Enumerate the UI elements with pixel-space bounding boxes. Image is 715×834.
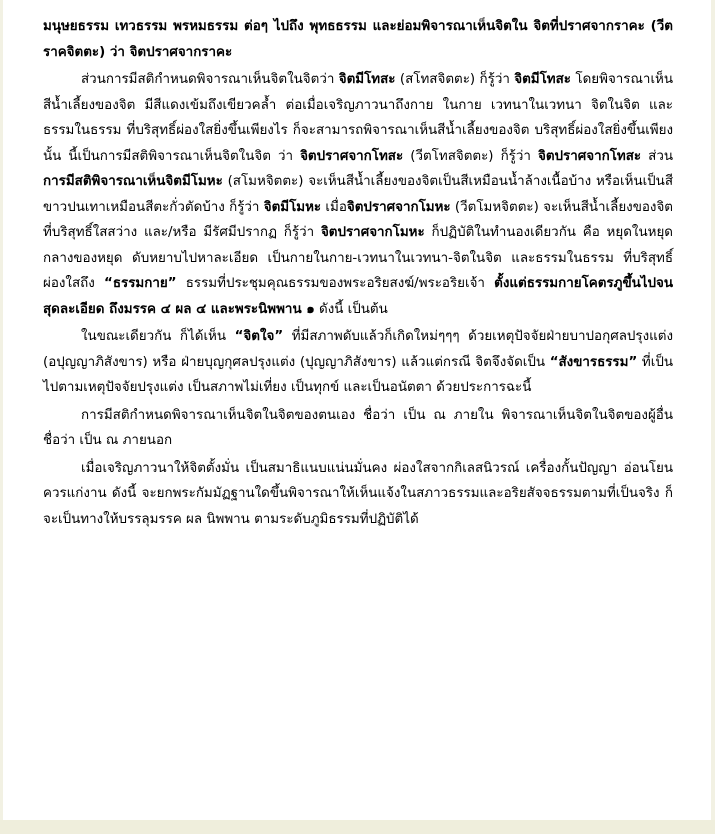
text-segment: (สโทสจิตตะ) ก็รู้ว่า (395, 72, 515, 87)
bold-text-segment: จิตมีโมหะ (263, 199, 322, 215)
paragraph (43, 403, 673, 454)
text-segment: เมื่อ (321, 199, 347, 215)
bold-text-segment: “ธรรมกาย” (104, 276, 177, 291)
bold-text-segment: ตั้งแต่ธรรมกายโคตรภูขึ้นไปจนสุดละเอียด ถึงมรรค ๔ ผล ๔ และพระนิพพาน ๑ (43, 276, 673, 317)
text-segment: ดังนี้ เป็นต้น (314, 301, 388, 317)
bold-text-segment: จิตปราศจากโมหะ (320, 225, 425, 240)
paragraph (43, 14, 673, 65)
text-segment: เมื่อเจริญภาวนาให้จิตตั้งมั่น เป็นสมาธิแนบแน่นมั่นคง ผ่องใสจากกิเลสนิวรณ์ เครื่องกั้นปัญญา อ่อนโยนควรแก่งาน ดังนี้ จะยกพระกัมมัฏฐานใดขึ้นพิจารณาให้เห็นแจ้งในสภาวธรรมและอริยสัจจธรรมตามที่เป็นจริง ก็จะเป็นทางให้บรรลุมรรค ผล นิพพาน ตามระดับภูมิธรรมที่ปฏิบัติได้ (43, 460, 673, 527)
page-bottom-edge (0, 820, 715, 834)
bold-text-segment: มนุษยธรรม เทวธรรม พรหมธรรม ต่อๆ ไปถึง พุทธธรรม และย่อมพิจารณาเห็นจิตใน จิตที่ปราศจากราคะ (วีตราคจิตตะ) ว่า จิตปราศจากราคะ (43, 19, 673, 60)
bold-text-segment: จิตมีโทสะ (338, 72, 396, 87)
text-segment: (วีตโมหจิตตะ) จะเห็นสีน้ำเลี้ยงของจิตที่บริสุทธิ์ใสสว่าง และ/หรือ มีรัศมีปรากฏ ก็รู้ว่า (43, 199, 673, 240)
bold-text-segment: การมีสติพิจารณาเห็นจิตมีโมหะ (43, 174, 223, 189)
bold-text-segment: จิตปราศจากโทสะ (537, 148, 642, 164)
text-segment: การมีสติกำหนดพิจารณาเห็นจิตในจิตของตนเอง ชื่อว่า เป็น ณ ภายใน พิจารณาเห็นจิตในจิตของผู้อื่น ชื่อว่า เป็น ณ ภายนอก (43, 407, 673, 448)
text-segment: ส่วนการมีสติกำหนดพิจารณาเห็นจิตในจิตว่า (81, 72, 339, 87)
bold-text-segment: “สังขารธรรม” (549, 354, 638, 370)
bold-text-segment: จิตปราศจากโทสะ (300, 148, 404, 164)
text-segment: โดยพิจารณาเห็นสีน้ำเลี้ยงของจิต มีสีแดงเข้มถึงเขียวคล้ำ ต่อเมื่อเจริญภาวนาถึงกาย ในกาย เวทนาในเวทนา จิตในจิต และธรรมในธรรม ที่บริสุทธิ์ผ่องใสยิ่งขึ้นเพียงไร ก็จะสามารถพิจารณาเห็นสีน้ำเลี้ยงของจิต บริสุทธิ์ผ่องใสยิ่งขึ้นเพียงนั้น นี้เป็นการมีสติพิจารณาเห็นจิตในจิต ว่า (43, 72, 673, 164)
bold-text-segment: “จิตใจ” (234, 329, 284, 344)
paragraph (43, 67, 673, 322)
text-segment: ธรรมที่ประชุมคุณธรรมของพระอริยสงฆ์/พระอริยเจ้า (176, 276, 495, 291)
bold-text-segment: จิตปราศจากโมหะ (346, 199, 451, 215)
document-body (43, 14, 673, 534)
paragraph (43, 324, 673, 401)
text-segment: (สโมหจิตตะ) จะเห็นสีน้ำเลี้ยงของจิตเป็นสีเหมือนน้ำล้างเนื้อบ้าง หรือเห็นเป็นสีขาวปนเทาเหมือนสีตะกั่วตัดบ้าง ก็รู้ว่า (43, 174, 673, 215)
text-segment: ที่เป็นไปตามเหตุปัจจัยปรุงแต่ง เป็นสภาพไม่เที่ยง เป็นทุกข์ และเป็นอนัตตา ด้วยประการฉะนี้ (43, 354, 673, 395)
text-segment: (วีตโทสจิตตะ) ก็รู้ว่า (403, 148, 538, 164)
document-page (3, 0, 711, 820)
text-segment: ในขณะเดียวกัน ก็ได้เห็น (81, 329, 235, 344)
bold-text-segment: จิตมีโทสะ (514, 72, 571, 87)
text-segment: ส่วน (641, 148, 673, 164)
paragraph (43, 456, 673, 533)
text-segment: ก็ปฏิบัติในทำนองเดียวกัน คือ หยุดในหยุดกลางของหยุด ดับหยาบไปหาละเอียด เป็นกายในกาย-เวทนาในเวทนา-จิตในจิต และธรรมในธรรม ที่บริสุทธิ์ผ่องใสถึง (43, 225, 673, 291)
text-segment: ที่มีสภาพดับแล้วก็เกิดใหม่ๆๆๆ ด้วยเหตุปัจจัยฝ่ายบาปอกุศลปรุงแต่ง (อปุญญาภิสังขาร) หรือ ฝ่ายบุญกุศลปรุงแต่ง (ปุญญาภิสังขาร) แล้วแต่กรณี จิตจึงจัดเป็น (43, 329, 673, 370)
